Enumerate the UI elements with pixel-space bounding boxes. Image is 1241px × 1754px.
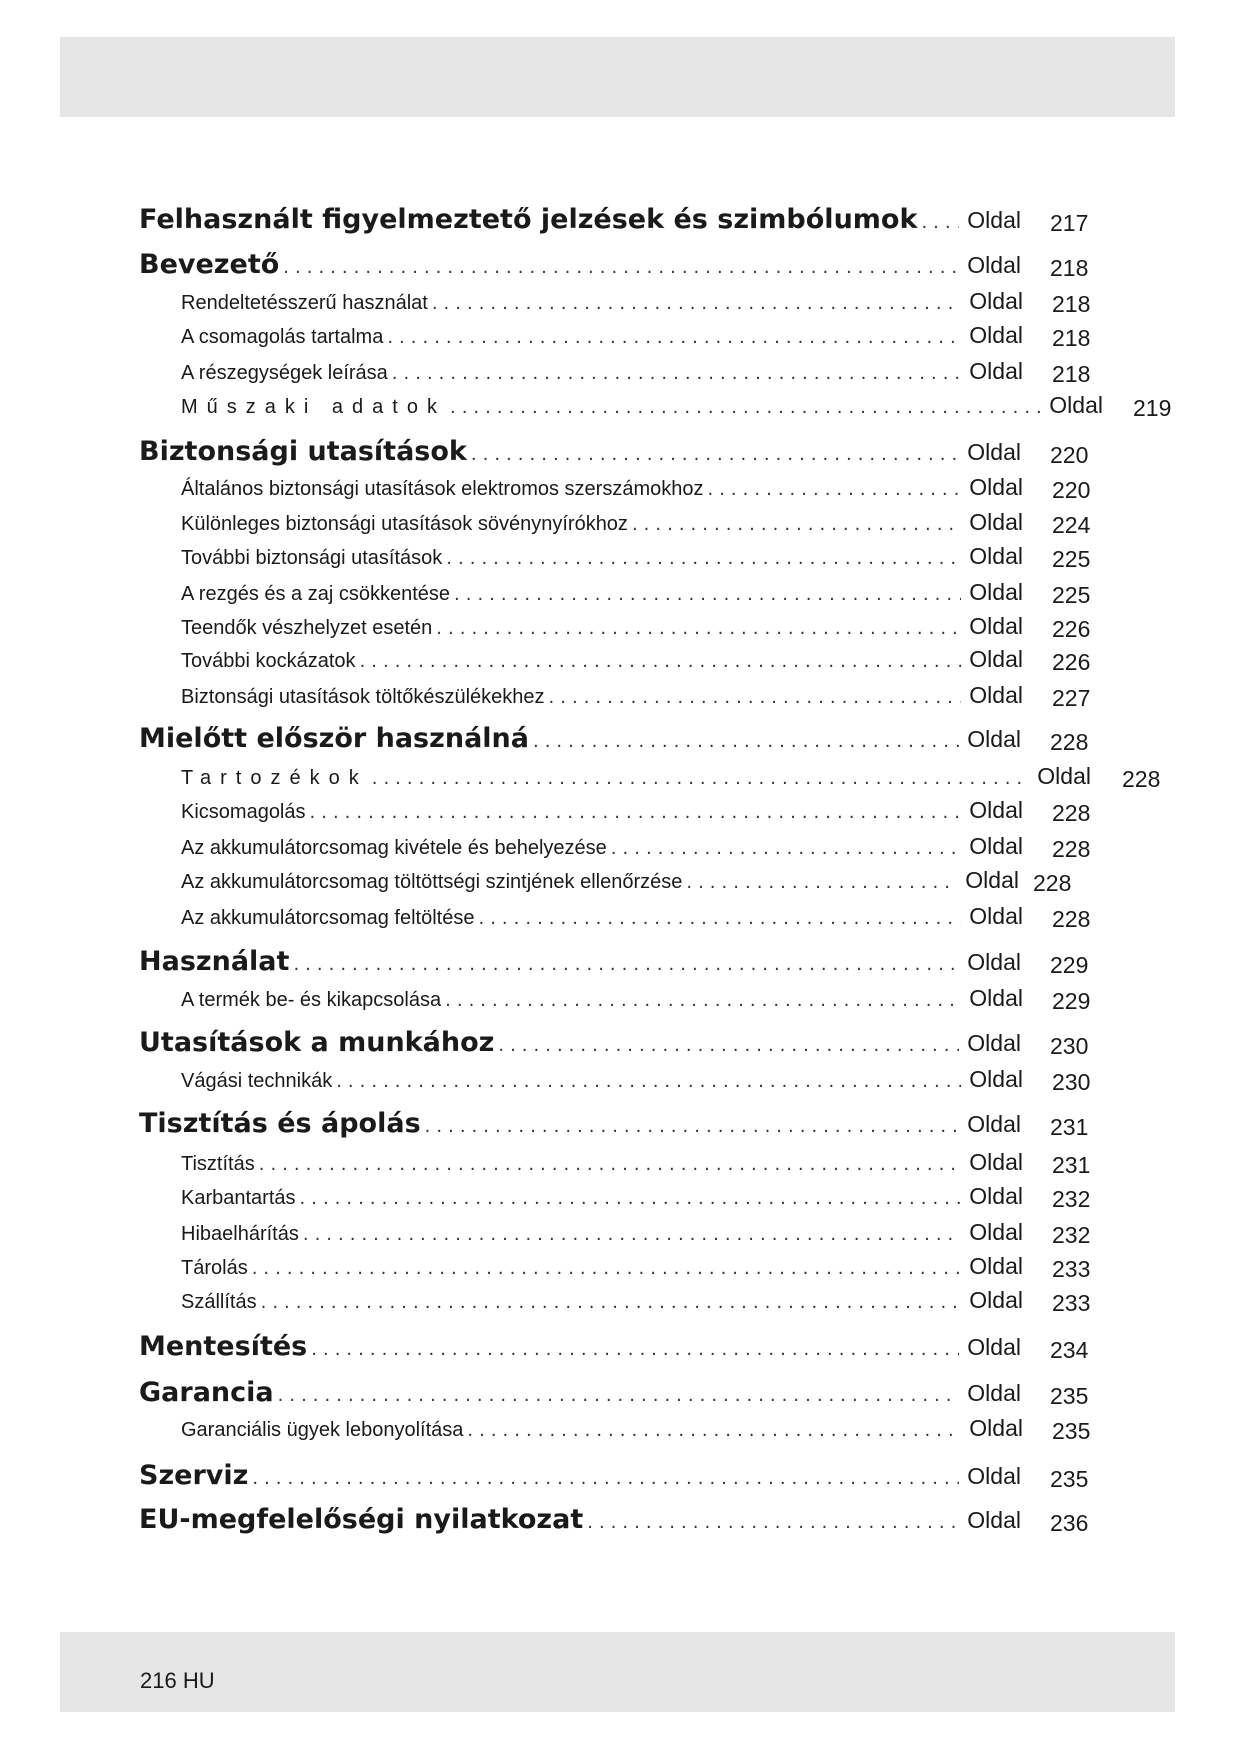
toc-page-word: Oldal <box>969 1183 1023 1209</box>
toc-page-word: Oldal <box>969 833 1023 859</box>
toc-page-word: Oldal <box>967 726 1021 752</box>
toc-subentry[interactable] <box>181 646 1023 680</box>
toc-subentry[interactable] <box>181 1219 1023 1253</box>
toc-page-number: 218 <box>1052 325 1091 351</box>
toc-page-number: 231 <box>1050 1114 1089 1140</box>
toc-leader <box>425 1116 960 1137</box>
toc-page-word: Oldal <box>967 1507 1021 1533</box>
toc-subentry[interactable] <box>181 474 1023 508</box>
toc-page-number: 230 <box>1050 1033 1089 1059</box>
toc-leader <box>252 1468 959 1489</box>
toc-subentry[interactable] <box>181 833 1023 867</box>
toc-page-word: Oldal <box>969 613 1023 639</box>
toc-page-word: Oldal <box>967 439 1021 465</box>
toc-page-number: 217 <box>1050 210 1089 236</box>
toc-title: Biztonsági utasítások <box>139 436 467 467</box>
toc-leader <box>450 397 1041 418</box>
toc-subentry[interactable] <box>181 392 1103 426</box>
toc-page-number: 227 <box>1052 685 1091 711</box>
toc-page-word: Oldal <box>969 1219 1023 1245</box>
toc-heading[interactable] <box>139 1108 1021 1148</box>
toc-page-word: Oldal <box>969 1149 1023 1175</box>
toc-title: EU-megfelelőségi nyilatkozat <box>139 1504 584 1535</box>
toc-page-number: 225 <box>1052 546 1091 572</box>
toc-page-word: Oldal <box>967 1030 1021 1056</box>
toc-page-word: Oldal <box>969 1287 1023 1313</box>
toc-subentry[interactable] <box>181 288 1023 322</box>
toc-leader <box>533 731 959 752</box>
toc-title: Vágási technikák <box>181 1070 333 1092</box>
toc-subentry[interactable] <box>181 613 1023 647</box>
toc-leader <box>471 444 959 465</box>
toc-subentry[interactable] <box>181 1183 1023 1217</box>
toc-leader <box>387 327 961 348</box>
toc-page-word: Oldal <box>969 985 1023 1011</box>
toc-title: Tartozékok <box>181 767 368 789</box>
toc-subentry[interactable] <box>181 579 1023 613</box>
toc-heading[interactable] <box>139 1377 1021 1417</box>
toc-page-number: 228 <box>1052 836 1091 862</box>
toc-subentry[interactable] <box>181 322 1023 356</box>
toc-leader <box>445 990 961 1011</box>
toc-page-word: Oldal <box>969 1253 1023 1279</box>
toc-page-number: 228 <box>1052 906 1091 932</box>
toc-page-number: 235 <box>1052 1418 1091 1444</box>
toc-subentry[interactable] <box>181 1149 1023 1183</box>
toc-title: Hibaelhárítás <box>181 1223 299 1245</box>
toc-page-word: Oldal <box>969 288 1023 314</box>
toc-leader <box>372 768 1030 789</box>
toc-page-number: 230 <box>1052 1069 1091 1095</box>
toc-subentry[interactable] <box>181 1415 1023 1449</box>
toc-subentry[interactable] <box>181 903 1023 937</box>
toc-page-word: Oldal <box>969 474 1023 500</box>
toc-title: Az akkumulátorcsomag feltöltése <box>181 907 475 929</box>
toc-title: Az akkumulátorcsomag töltöttségi szintjének ellenőrzése <box>181 871 683 893</box>
toc-leader <box>587 1512 959 1533</box>
toc-page-number: 219 <box>1133 395 1172 421</box>
toc-page-word: Oldal <box>969 322 1023 348</box>
toc-leader <box>611 838 962 859</box>
toc-page-number: 229 <box>1050 952 1089 978</box>
toc-title: Mentesítés <box>139 1331 308 1362</box>
toc-title: Általános biztonsági utasítások elektromos szerszámokhoz <box>181 478 704 500</box>
toc-page-number: 232 <box>1052 1222 1091 1248</box>
toc-page-word: Oldal <box>967 252 1021 278</box>
toc-subentry[interactable] <box>181 1253 1023 1287</box>
page-footer: 216 HU <box>140 1668 215 1693</box>
toc-title: Rendeltetésszerű használat <box>181 292 428 314</box>
toc-page-word: Oldal <box>967 1463 1021 1489</box>
toc-page-number: 225 <box>1052 582 1091 608</box>
toc-title: Szerviz <box>139 1460 249 1491</box>
toc-title: Műszaki adatok <box>181 396 446 418</box>
toc-leader <box>478 908 961 929</box>
toc-leader <box>632 514 961 535</box>
toc-title: A termék be- és kikapcsolása <box>181 989 442 1011</box>
toc-leader <box>446 548 961 569</box>
toc-page-word: Oldal <box>967 949 1021 975</box>
toc-page-word: Oldal <box>969 1066 1023 1092</box>
toc-page-number: 235 <box>1050 1466 1089 1492</box>
toc-subentry[interactable] <box>181 763 1091 797</box>
toc-page-word: Oldal <box>969 509 1023 535</box>
toc-page-word: Oldal <box>969 797 1023 823</box>
toc-leader <box>467 1420 961 1441</box>
toc-subentry[interactable] <box>181 682 1023 716</box>
toc-page-word: Oldal <box>967 207 1021 233</box>
toc-page-word: Oldal <box>1037 763 1091 789</box>
toc-title: További kockázatok <box>181 650 356 672</box>
toc-title: Különleges biztonsági utasítások sövénynyírókhoz <box>181 513 628 535</box>
toc-page-number: 218 <box>1052 291 1091 317</box>
toc-leader <box>707 479 961 500</box>
toc-page-number: 228 <box>1122 766 1161 792</box>
toc-subentry[interactable] <box>181 797 1023 831</box>
toc-title: A részegységek leírása <box>181 362 388 384</box>
toc-page-number: 226 <box>1052 649 1091 675</box>
toc-page-number: 233 <box>1052 1256 1091 1282</box>
toc-leader <box>261 1292 962 1313</box>
toc-heading[interactable] <box>139 249 1021 289</box>
toc-leader <box>360 651 962 672</box>
toc-title: Tisztítás és ápolás <box>139 1108 421 1139</box>
toc-leader <box>293 954 959 975</box>
toc-heading[interactable] <box>139 1027 1021 1067</box>
toc-title: Felhasznált figyelmeztető jelzések és szimbólumok <box>139 204 918 235</box>
toc-page-word: Oldal <box>967 1334 1021 1360</box>
toc-page-number: 218 <box>1052 361 1091 387</box>
toc-page-number: 234 <box>1050 1337 1089 1363</box>
toc-page-number: 228 <box>1052 800 1091 826</box>
toc-leader <box>252 1258 962 1279</box>
toc-leader <box>336 1071 961 1092</box>
toc-leader <box>303 1224 961 1245</box>
toc-leader <box>300 1188 962 1209</box>
toc-leader <box>498 1035 959 1056</box>
toc-subentry[interactable] <box>181 867 1019 901</box>
toc-leader <box>549 687 962 708</box>
toc-leader <box>392 363 962 384</box>
toc-leader <box>921 212 959 233</box>
toc-leader <box>310 802 962 823</box>
toc-page-number: 232 <box>1052 1186 1091 1212</box>
toc-leader <box>432 293 961 314</box>
toc-page-number: 228 <box>1050 729 1089 755</box>
toc-title: Garancia <box>139 1377 274 1408</box>
toc-heading[interactable] <box>139 946 1021 986</box>
toc-page-number: 220 <box>1052 477 1091 503</box>
toc-subentry[interactable] <box>181 358 1023 392</box>
toc-leader <box>436 618 961 639</box>
toc-page-number: 236 <box>1050 1510 1089 1536</box>
toc-heading[interactable] <box>139 1504 1021 1544</box>
toc-title: További biztonsági utasítások <box>181 547 443 569</box>
toc-leader <box>283 257 959 278</box>
toc-page-number: 224 <box>1052 512 1091 538</box>
toc-title: Mielőtt először használná <box>139 723 529 754</box>
toc-page-word: Oldal <box>967 1380 1021 1406</box>
toc-page-word: Oldal <box>969 682 1023 708</box>
toc-page-word: Oldal <box>969 543 1023 569</box>
toc-title: Utasítások a munkához <box>139 1027 495 1058</box>
toc-heading[interactable] <box>139 436 1021 476</box>
toc-title: A csomagolás tartalma <box>181 326 384 348</box>
footer-band <box>60 1632 1175 1712</box>
toc-subentry[interactable] <box>181 543 1023 577</box>
toc-subentry[interactable] <box>181 985 1023 1019</box>
toc-page-number: 231 <box>1052 1152 1091 1178</box>
toc-page-number: 229 <box>1052 988 1091 1014</box>
toc-heading[interactable] <box>139 1460 1021 1500</box>
toc-subentry[interactable] <box>181 1287 1023 1321</box>
toc-title: Az akkumulátorcsomag kivétele és behelyezése <box>181 837 607 859</box>
toc-title: Szállítás <box>181 1291 257 1313</box>
toc-leader <box>259 1154 962 1175</box>
toc-page-number: 233 <box>1052 1290 1091 1316</box>
toc-heading[interactable] <box>139 723 1021 763</box>
toc-title: Karbantartás <box>181 1187 296 1209</box>
toc-title: Tisztítás <box>181 1153 255 1175</box>
toc-leader <box>686 872 957 893</box>
toc-leader <box>311 1339 959 1360</box>
toc-page-number: 235 <box>1050 1383 1089 1409</box>
toc-title: Kicsomagolás <box>181 801 306 823</box>
toc-page-word: Oldal <box>967 1111 1021 1137</box>
toc-page-word: Oldal <box>965 867 1019 893</box>
toc-title: Biztonsági utasítások töltőkészülékekhez <box>181 686 545 708</box>
toc-leader <box>454 584 961 605</box>
toc-title: Bevezető <box>139 249 280 280</box>
toc-title: Teendők vészhelyzet esetén <box>181 617 433 639</box>
toc-subentry[interactable] <box>181 509 1023 543</box>
toc-page-number: 218 <box>1050 255 1089 281</box>
toc-page-number: 228 <box>1033 870 1072 896</box>
toc-page-word: Oldal <box>969 1415 1023 1441</box>
toc-leader <box>278 1385 960 1406</box>
toc-heading[interactable] <box>139 204 1021 244</box>
toc-page-word: Oldal <box>969 579 1023 605</box>
toc-page-number: 220 <box>1050 442 1089 468</box>
toc-title: A rezgés és a zaj csökkentése <box>181 583 451 605</box>
toc-heading[interactable] <box>139 1331 1021 1371</box>
toc-page-word: Oldal <box>969 903 1023 929</box>
toc-title: Tárolás <box>181 1257 248 1279</box>
toc-page-word: Oldal <box>969 646 1023 672</box>
toc-subentry[interactable] <box>181 1066 1023 1100</box>
toc-title: Garanciális ügyek lebonyolítása <box>181 1419 464 1441</box>
toc-page-word: Oldal <box>969 358 1023 384</box>
toc-title: Használat <box>139 946 290 977</box>
toc-page-number: 226 <box>1052 616 1091 642</box>
toc-page-word: Oldal <box>1049 392 1103 418</box>
